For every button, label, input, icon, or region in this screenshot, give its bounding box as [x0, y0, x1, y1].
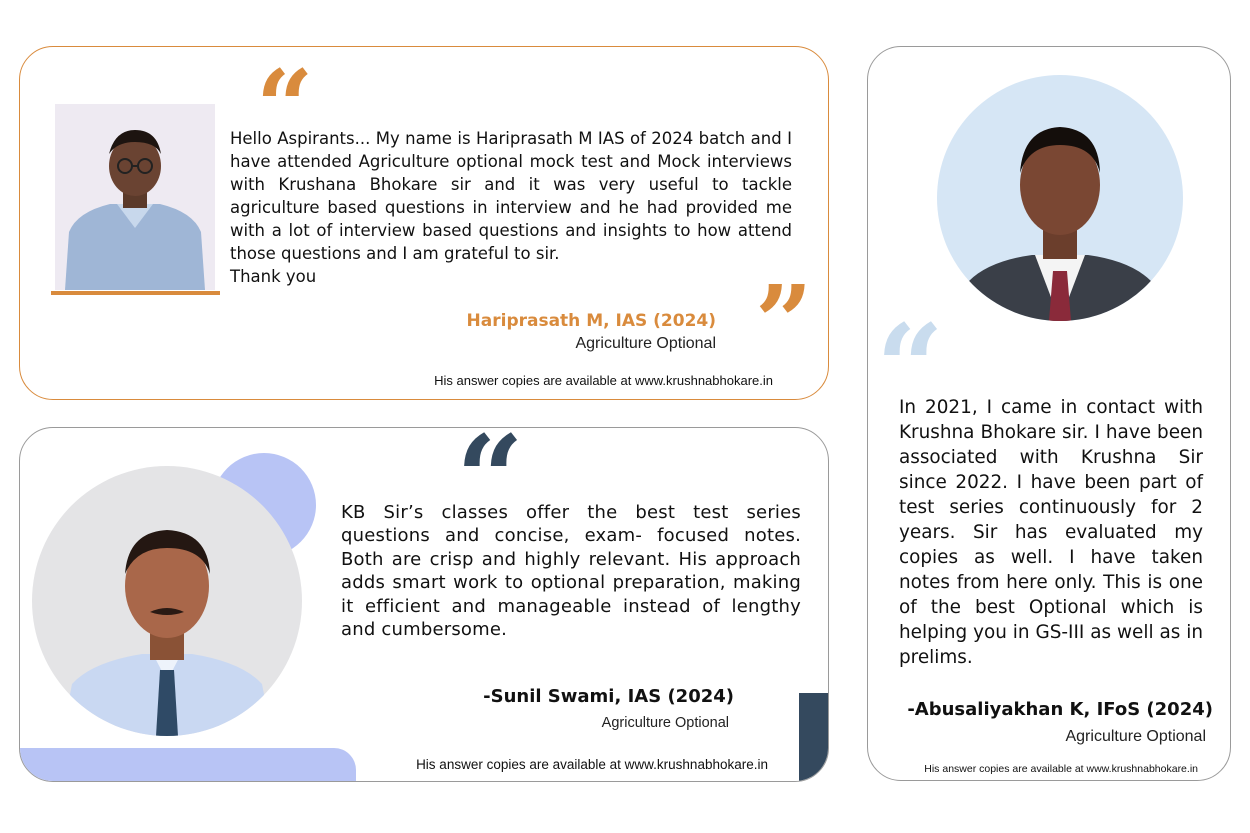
- portrait-photo-hariprasath: [55, 104, 215, 290]
- testimonial-subject: Agriculture Optional: [601, 715, 729, 731]
- decor-bottom-band: [20, 748, 356, 782]
- testimonial-card-abusaliyakhan: [867, 46, 1231, 781]
- testimonial-subject: Agriculture Optional: [1065, 728, 1206, 745]
- open-quote-icon: “: [456, 427, 524, 548]
- testimonial-name: -Abusaliyakhan K, IFoS (2024): [907, 699, 1213, 720]
- testimonial-subject: Agriculture Optional: [575, 335, 716, 352]
- open-quote-icon: “: [876, 298, 944, 437]
- testimonial-closing: Thank you: [230, 267, 317, 286]
- close-quote-icon: ”: [755, 263, 813, 381]
- testimonial-quote: KB Sir’s classes offer the best test series questions and concise, exam- focused notes. Both are crisp and highly relevant. His approach adds smart work to optional preparation, making it efficient and manageable instead of lengthy and cumbersome.: [341, 502, 801, 641]
- open-quote-icon: “: [256, 48, 314, 166]
- testimonial-card-sunil: [19, 427, 829, 782]
- answer-copies-note: His answer copies are available at www.krushnabhokare.in: [416, 757, 768, 772]
- testimonial-quote: In 2021, I came in contact with Krushna Bhokare sir. I have been associated with Krushna Sir since 2022. I have been part of test series continuously for 2 years. Sir has evaluated my copies as well. I have taken notes from here only. This is one of the best Optional which is helping you in GS-III as well as in prelims.: [899, 397, 1203, 668]
- testimonial-name: -Sunil Swami, IAS (2024): [483, 686, 734, 707]
- portrait-photo-sunil: [32, 466, 302, 736]
- photo-underline: [51, 291, 220, 295]
- answer-copies-note: His answer copies are available at www.krushnabhokare.in: [924, 763, 1198, 775]
- answer-copies-note: His answer copies are available at www.krushnabhokare.in: [434, 373, 773, 388]
- testimonial-name: Hariprasath M, IAS (2024): [466, 311, 716, 331]
- decor-navy-bar: [799, 693, 829, 782]
- testimonial-quote: Hello Aspirants... My name is Hariprasath M IAS of 2024 batch and I have attended Agriculture optional mock test and Mock interviews with Krushana Bhokare sir and it was very useful to tackle agriculture based questions in interview and he had provided me with a lot of interview based questions and insights to how attend those questions and I am grateful to sir.: [230, 129, 792, 263]
- portrait-photo-abusaliyakhan: [937, 75, 1183, 321]
- testimonial-card-hariprasath: [19, 46, 829, 400]
